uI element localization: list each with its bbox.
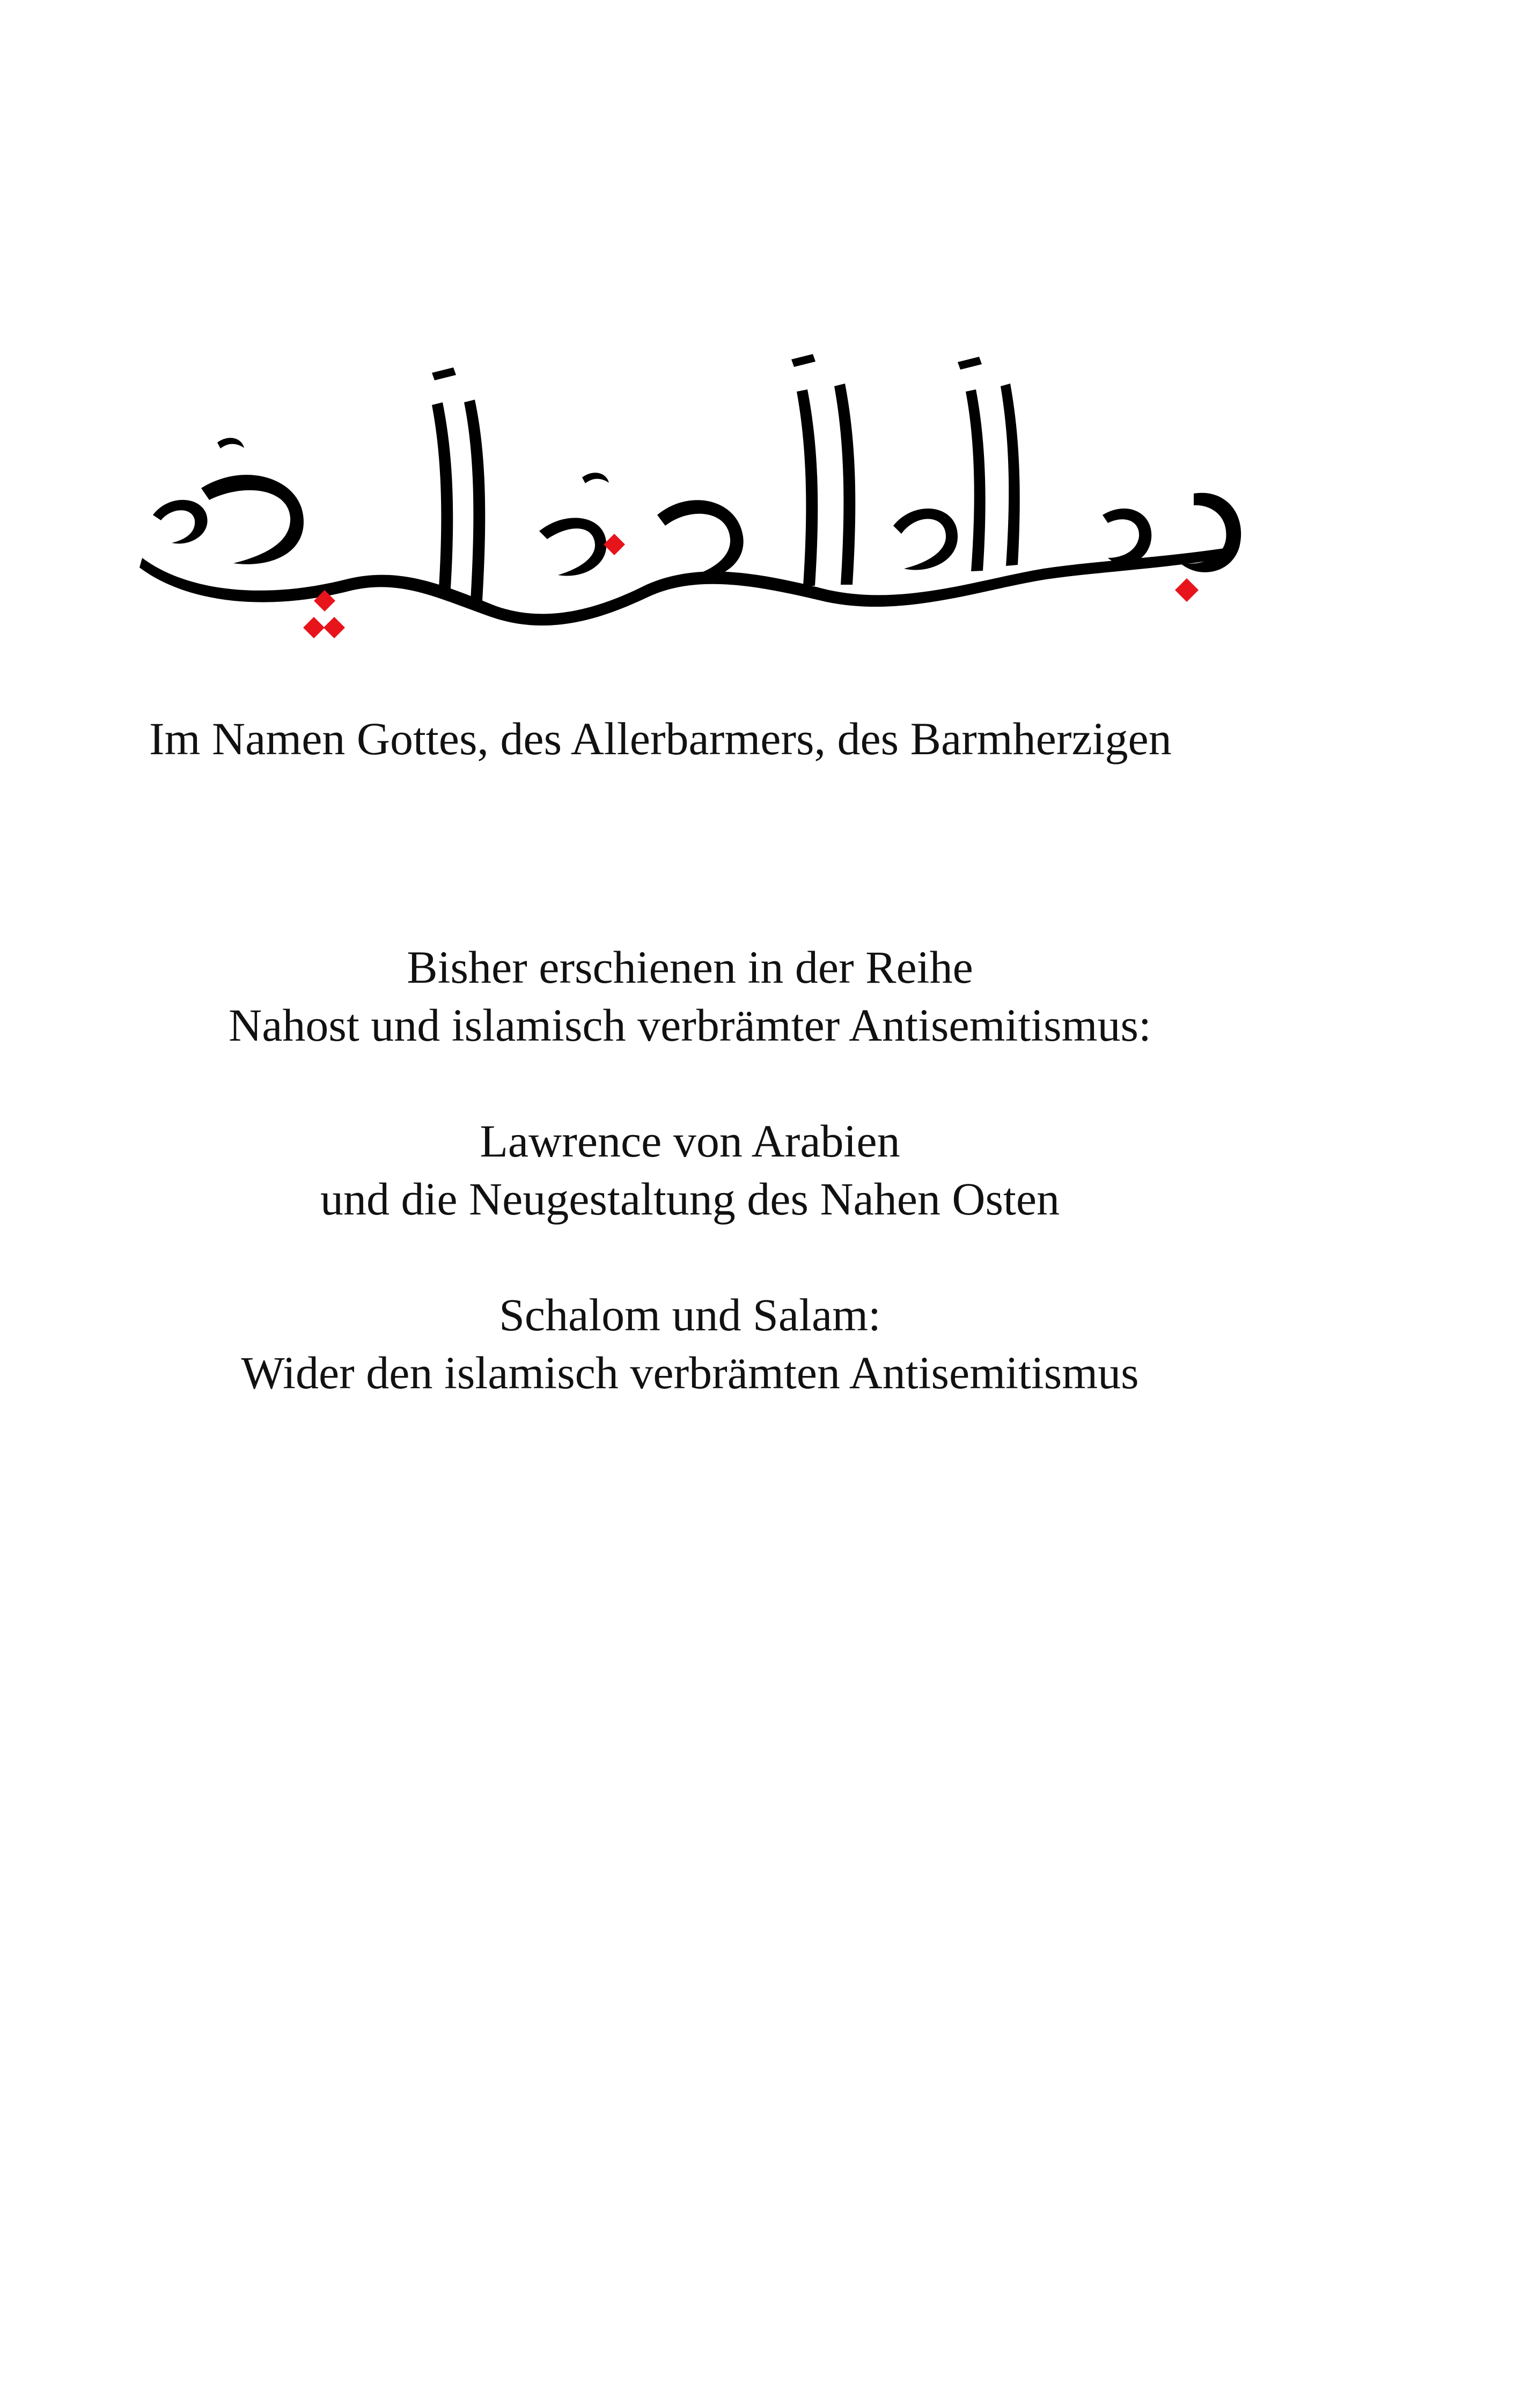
- series-intro-line-1: Bisher erschienen in der Reihe: [407, 941, 973, 993]
- series-title: Nahost und islamisch verbrämter Antisemitismus:: [229, 999, 1151, 1051]
- calligraphy-svg: [121, 354, 1263, 654]
- book-2-title: Schalom und Salam:: [499, 1289, 881, 1341]
- calligraphy-strokes: [139, 354, 1241, 625]
- book-1-title: Lawrence von Arabien: [480, 1115, 900, 1167]
- invocation-text: Im Namen Gottes, des Allerbarmers, des Barmherzigen: [149, 713, 1172, 764]
- book-1-subtitle: und die Neugestaltung des Nahen Osten: [320, 1173, 1060, 1225]
- book-2-subtitle: Wider den islamisch verbrämten Antisemitismus: [241, 1347, 1139, 1398]
- basmala-calligraphy-icon: [121, 354, 1263, 654]
